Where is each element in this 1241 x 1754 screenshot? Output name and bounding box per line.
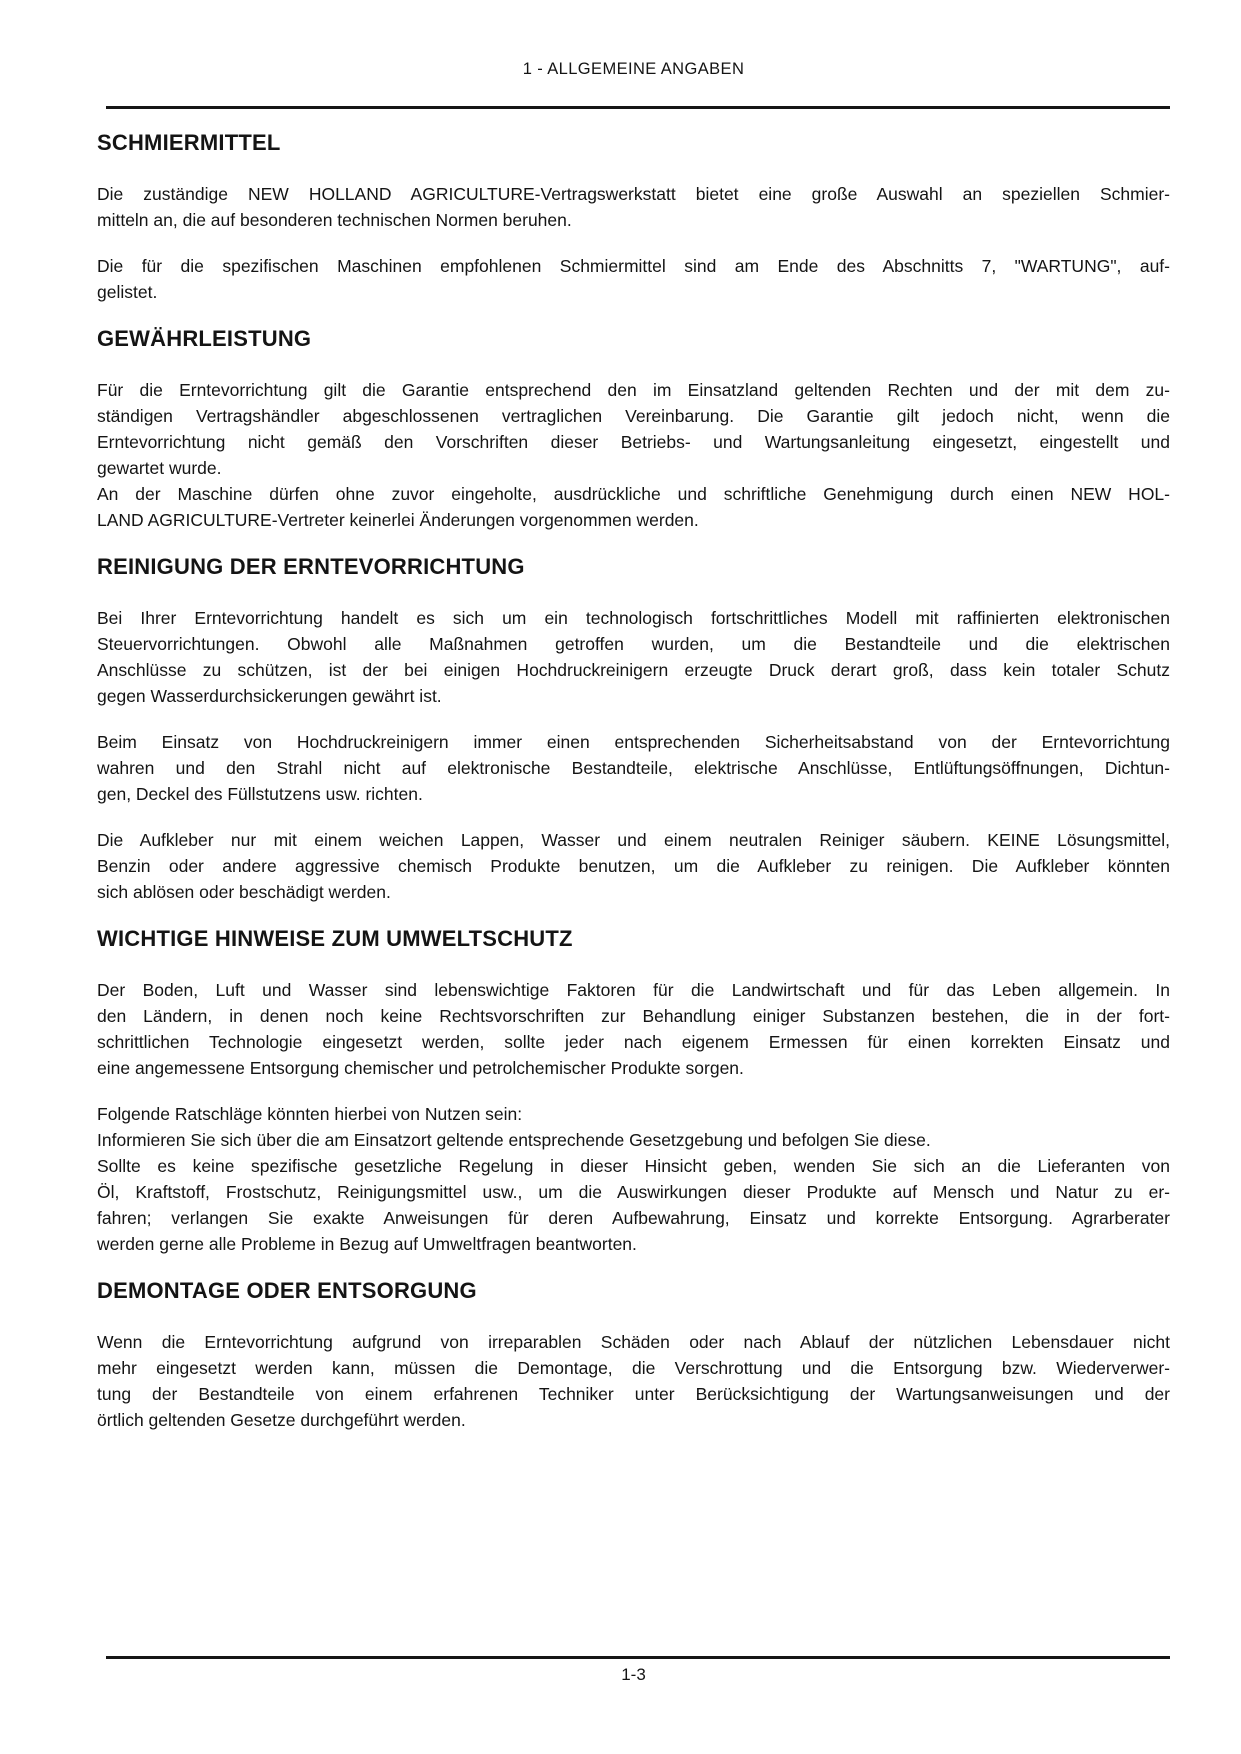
text-line: Informieren Sie sich über die am Einsatzort geltende entsprechende Gesetzgebung und befolgen Sie diese. — [97, 1130, 931, 1150]
section-heading: GEWÄHRLEISTUNG — [97, 326, 312, 351]
text-line: ständigen Vertragshändler abgeschlossenen vertraglichen Vereinbarung. Die Garantie gilt jedoch nicht, wenn die — [97, 406, 1170, 426]
paragraph — [97, 605, 1170, 709]
text-line: Folgende Ratschläge könnten hierbei von Nutzen sein: — [97, 1104, 523, 1124]
text-line: schrittlichen Technologie eingesetzt werden, sollte jeder nach eigenem Ermessen für einen korrekten Einsatz und — [97, 1032, 1170, 1052]
text-line: gewartet wurde. — [97, 458, 222, 478]
footer-rule — [106, 1656, 1170, 1659]
section-heading: SCHMIERMITTEL — [97, 130, 281, 155]
text-line: Erntevorrichtung nicht gemäß den Vorschriften dieser Betriebs- und Wartungsanleitung eingesetzt, eingestellt und — [97, 432, 1170, 452]
text-line: Steuervorrichtungen. Obwohl alle Maßnahmen getroffen wurden, um die Bestandteile und die elektrischen — [97, 634, 1170, 654]
text-line: Die zuständige NEW HOLLAND AGRICULTURE-Vertragswerkstatt bietet eine große Auswahl an speziellen Schmier- — [97, 184, 1170, 204]
section — [97, 325, 1170, 533]
section — [97, 553, 1170, 905]
text-line: wahren und den Strahl nicht auf elektronische Bestandteile, elektrische Anschlüsse, Entlüftungsöffnungen, Dichtun- — [97, 758, 1170, 778]
text-line: den Ländern, in denen noch keine Rechtsvorschriften zur Behandlung einiger Substanzen bestehen, die in der fort- — [97, 1006, 1170, 1026]
section — [97, 129, 1170, 305]
paragraph — [97, 827, 1170, 905]
paragraph — [97, 377, 1170, 481]
text-line: Sollte es keine spezifische gesetzliche Regelung in dieser Hinsicht geben, wenden Sie sich an die Lieferanten von — [97, 1156, 1170, 1176]
text-line: sich ablösen oder beschädigt werden. — [97, 882, 391, 902]
text-line: LAND AGRICULTURE-Vertreter keinerlei Änderungen vorgenommen werden. — [97, 510, 699, 530]
paragraph — [97, 1329, 1170, 1433]
text-line: Die Aufkleber nur mit einem weichen Lappen, Wasser und einem neutralen Reiniger säubern. KEINE Lösungsmittel, — [97, 830, 1170, 850]
text-line: gelistet. — [97, 282, 158, 302]
paragraph — [97, 181, 1170, 233]
text-line: eine angemessene Entsorgung chemischer und petrolchemischer Produkte sorgen. — [97, 1058, 744, 1078]
text-line: örtlich geltenden Gesetze durchgeführt werden. — [97, 1410, 466, 1430]
text-line: Anschlüsse zu schützen, ist der bei einigen Hochdruckreinigern erzeugte Druck derart groß, dass kein totaler Schutz — [97, 660, 1170, 680]
header-rule — [106, 106, 1170, 109]
text-line: werden gerne alle Probleme in Bezug auf Umweltfragen beantworten. — [97, 1234, 637, 1254]
text-line: gen, Deckel des Füllstutzens usw. richten. — [97, 784, 423, 804]
text-line: An der Maschine dürfen ohne zuvor eingeholte, ausdrückliche und schriftliche Genehmigung durch einen NEW HOL- — [97, 484, 1170, 504]
text-line: mitteln an, die auf besonderen technischen Normen beruhen. — [97, 210, 572, 230]
text-line: Die für die spezifischen Maschinen empfohlenen Schmiermittel sind am Ende des Abschnitts 7, "WARTUNG", auf- — [97, 256, 1170, 276]
text-line: Bei Ihrer Erntevorrichtung handelt es sich um ein technologisch fortschrittliches Modell mit raffinierten elektronischen — [97, 608, 1170, 628]
text-line: Beim Einsatz von Hochdruckreinigern immer einen entsprechenden Sicherheitsabstand von der Erntevorrichtung — [97, 732, 1170, 752]
paragraph — [97, 977, 1170, 1081]
document-body — [97, 129, 1170, 1433]
page-header — [97, 58, 1170, 109]
text-line: fahren; verlangen Sie exakte Anweisungen für deren Aufbewahrung, Einsatz und korrekte Entsorgung. Agrarberater — [97, 1208, 1170, 1228]
paragraph — [97, 1101, 1170, 1257]
section — [97, 925, 1170, 1257]
text-line: tung der Bestandteile von einem erfahrenen Techniker unter Berücksichtigung der Wartungsanweisungen und der — [97, 1384, 1170, 1404]
chapter-title: 1 - ALLGEMEINE ANGABEN — [522, 60, 745, 78]
text-line: gegen Wasserdurchsickerungen gewährt ist. — [97, 686, 442, 706]
section — [97, 1277, 1170, 1433]
paragraph — [97, 481, 1170, 533]
section-heading: REINIGUNG DER ERNTEVORRICHTUNG — [97, 554, 525, 579]
text-line: Benzin oder andere aggressive chemisch Produkte benutzen, um die Aufkleber zu reinigen. Die Aufkleber könnten — [97, 856, 1170, 876]
text-line: Der Boden, Luft und Wasser sind lebenswichtige Faktoren für die Landwirtschaft und für das Leben allgemein. In — [97, 980, 1170, 1000]
text-line: Für die Erntevorrichtung gilt die Garantie entsprechend den im Einsatzland geltenden Rechten und der mit dem zu- — [97, 380, 1170, 400]
section-heading: DEMONTAGE ODER ENTSORGUNG — [97, 1278, 477, 1303]
page-number: 1-3 — [621, 1665, 646, 1684]
page-footer — [97, 1656, 1170, 1686]
text-line: mehr eingesetzt werden kann, müssen die Demontage, die Verschrottung und die Entsorgung bzw. Wiederverwer- — [97, 1358, 1170, 1378]
paragraph — [97, 729, 1170, 807]
section-heading: WICHTIGE HINWEISE ZUM UMWELTSCHUTZ — [97, 926, 573, 951]
text-line: Wenn die Erntevorrichtung aufgrund von irreparablen Schäden oder nach Ablauf der nützlichen Lebensdauer nicht — [97, 1332, 1170, 1352]
paragraph — [97, 253, 1170, 305]
text-line: Öl, Kraftstoff, Frostschutz, Reinigungsmittel usw., um die Auswirkungen dieser Produkte auf Mensch und Natur zu er- — [97, 1182, 1170, 1202]
